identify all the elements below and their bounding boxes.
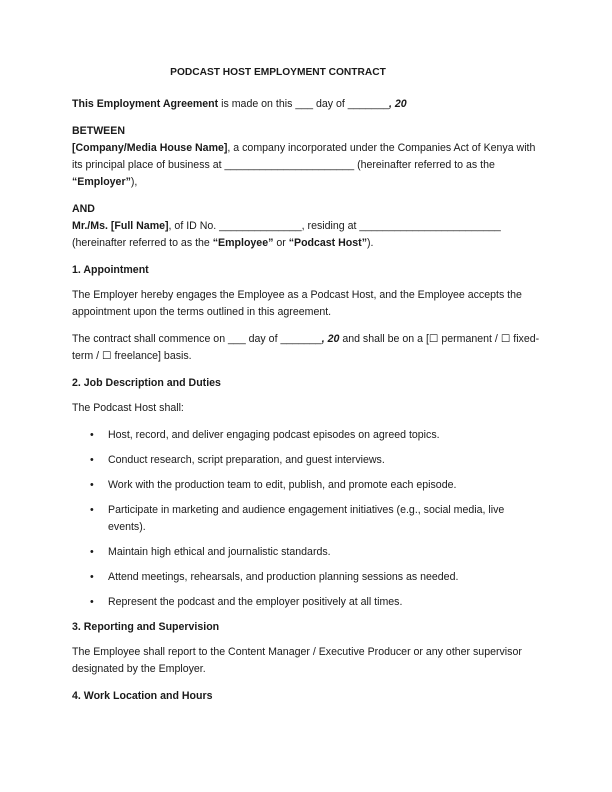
employee-ref-start: (hereinafter referred to as the <box>72 237 213 249</box>
list-item <box>72 569 542 586</box>
employee-ref-end: ). <box>367 237 374 249</box>
duties-list <box>72 427 542 611</box>
employee-or: or <box>273 237 289 249</box>
section-3-paragraph: The Employee shall report to the Content Manager / Executive Producer or any other supervisor designated by the Employer. <box>72 646 522 675</box>
bullet-icon: • <box>90 454 94 466</box>
section-2-intro: The Podcast Host shall: <box>72 402 184 414</box>
podcast-host-term: “Podcast Host” <box>288 237 367 249</box>
employer-company-text: , a company incorporated under the Companies Act of Kenya with its principal place of business at ______________________ (hereinafter referred to as the <box>72 142 536 171</box>
employer-paragraph <box>72 140 542 191</box>
document-title: PODCAST HOST EMPLOYMENT CONTRACT <box>170 67 386 78</box>
list-item <box>72 544 542 561</box>
list-item <box>72 502 542 536</box>
bullet-icon: • <box>90 429 94 441</box>
bullet-icon: • <box>90 596 94 608</box>
commence-end: and shall be on a [☐ permanent / ☐ fixed-term / ☐ freelance] basis. <box>72 333 540 362</box>
section-1-heading: 1. Appointment <box>72 264 149 276</box>
section-4-heading: 4. Work Location and Hours <box>72 690 213 702</box>
employee-details: , of ID No. ______________, residing at ________________________ <box>168 220 501 232</box>
list-item-text: Represent the podcast and the employer positively at all times. <box>108 596 403 608</box>
list-item <box>72 452 542 469</box>
employee-term: “Employee” <box>212 237 274 249</box>
list-item <box>72 594 542 611</box>
intro-year: , 20 <box>389 98 407 110</box>
list-item-text: Participate in marketing and audience engagement initiatives (e.g., social media, live events). <box>108 504 505 533</box>
employer-tail: ), <box>130 176 138 188</box>
employer-term: “Employer” <box>72 176 131 188</box>
commence-year: , 20 <box>321 333 340 345</box>
bullet-icon: • <box>90 546 94 558</box>
and-label: AND <box>72 203 95 215</box>
bullet-icon: • <box>90 504 94 516</box>
bullet-icon: • <box>90 479 94 491</box>
section-2-heading: 2. Job Description and Duties <box>72 377 221 389</box>
list-item-text: Maintain high ethical and journalistic standards. <box>108 546 331 558</box>
section-1-paragraph-1: The Employer hereby engages the Employee as a Podcast Host, and the Employee accepts the appointment upon the terms outlined in this agreement. <box>72 289 522 318</box>
list-item <box>72 477 542 494</box>
bullet-icon: • <box>90 571 94 583</box>
list-item-text: Attend meetings, rehearsals, and production planning sessions as needed. <box>108 571 459 583</box>
employee-name: Mr./Ms. [Full Name] <box>72 220 169 232</box>
intro-made-on: is made on this ___ day of _______ <box>218 98 389 110</box>
employer-company-name: [Company/Media House Name] <box>72 142 228 154</box>
list-item-text: Conduct research, script preparation, and guest interviews. <box>108 454 385 466</box>
intro-lead: This Employment Agreement <box>72 98 219 110</box>
intro-paragraph <box>72 96 542 113</box>
between-label: BETWEEN <box>72 125 125 137</box>
section-1-paragraph-2 <box>72 331 542 365</box>
section-3-heading: 3. Reporting and Supervision <box>72 621 220 633</box>
list-item-text: Work with the production team to edit, publish, and promote each episode. <box>108 479 457 491</box>
commence-start: The contract shall commence on ___ day of _______ <box>72 333 322 345</box>
list-item <box>72 427 542 444</box>
contract-page <box>72 64 542 713</box>
list-item-text: Host, record, and deliver engaging podcast episodes on agreed topics. <box>108 429 440 441</box>
employee-paragraph <box>72 218 542 252</box>
